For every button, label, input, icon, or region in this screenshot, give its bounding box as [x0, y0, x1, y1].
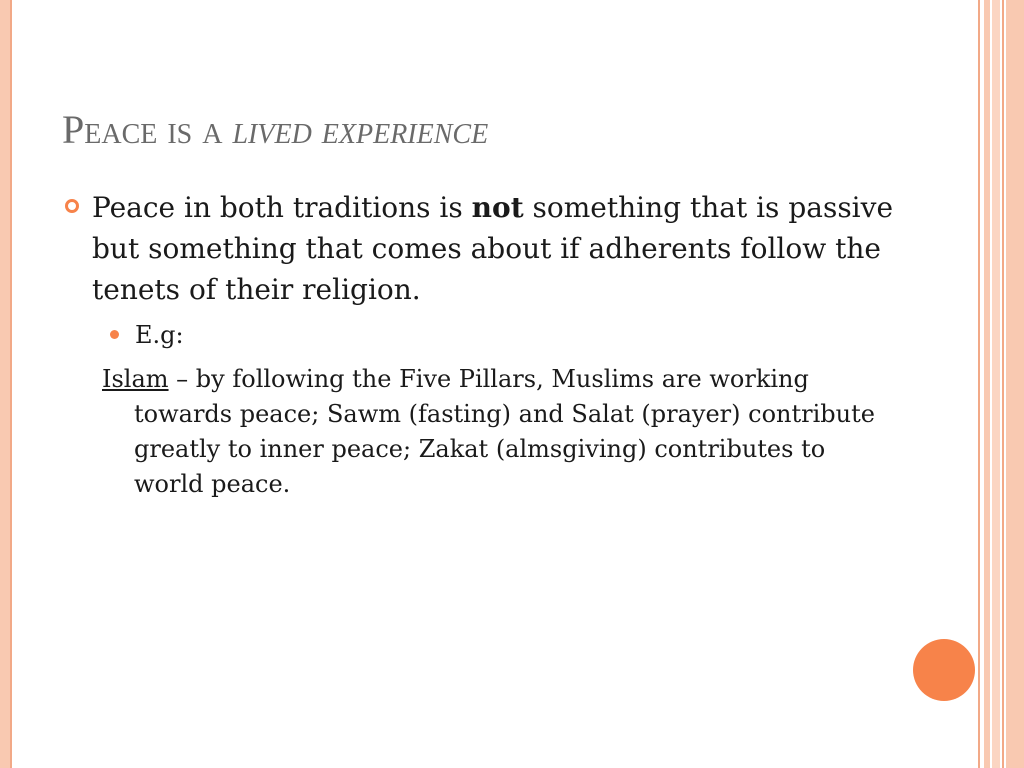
- example-heading: Islam: [102, 365, 169, 393]
- right-border-line: [1002, 0, 1004, 768]
- orange-dot-bullet-icon: [110, 330, 119, 339]
- right-border-band: [984, 0, 990, 768]
- slide-title: [62, 104, 488, 156]
- orange-circle-decoration: [913, 639, 975, 701]
- right-border-band: [1006, 0, 1024, 768]
- left-border-line: [10, 0, 12, 768]
- title-emphasis: lived experience: [232, 107, 489, 152]
- left-border-band: [0, 0, 10, 768]
- right-border-band: [992, 0, 1000, 768]
- title-text: Peace is a: [62, 107, 233, 152]
- orange-ring-bullet-icon: [64, 198, 80, 214]
- bullet-text: Peace in both traditions is: [92, 191, 472, 224]
- example-text: – by following the Five Pillars, Muslims are working towards peace; Sawm (fasting) and Salat (prayer) contribute greatly to inner peace; Zakat (almsgiving) contributes to world peace.: [134, 365, 875, 498]
- bullet-main-point: [92, 187, 912, 310]
- right-border-line: [978, 0, 980, 768]
- example-paragraph: [102, 362, 894, 502]
- bullet-example-label: E.g:: [135, 321, 184, 349]
- bullet-bold-text: not: [471, 191, 524, 224]
- bullet-text: something that is passive but something that comes about if adherents follow the tenets of their religion.: [92, 191, 894, 306]
